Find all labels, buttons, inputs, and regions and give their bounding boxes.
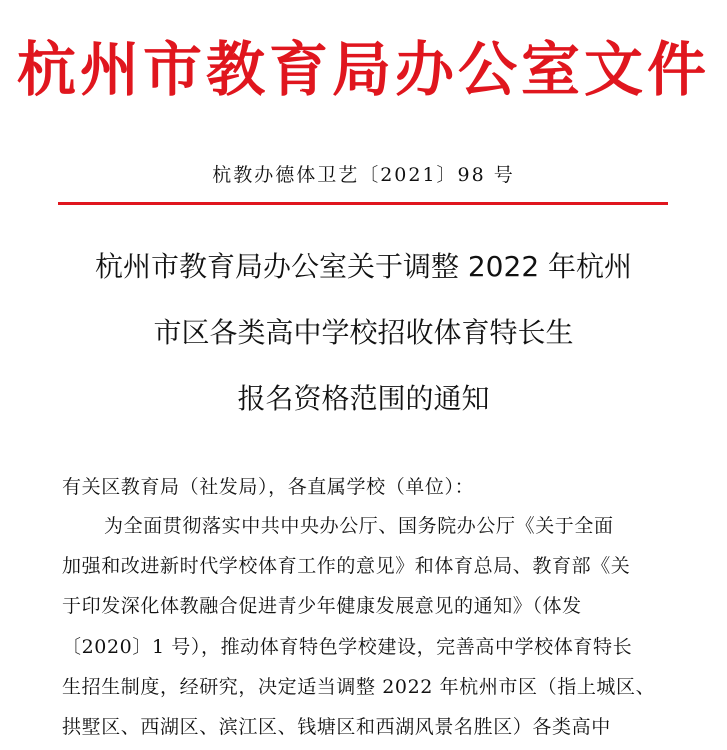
notice-title-line-1: 杭州市教育局办公室关于调整 2022 年杭州: [94, 250, 633, 283]
document-header-title: 杭州市教育局办公室文件: [16, 35, 710, 104]
red-divider-line: [58, 202, 668, 205]
body-line-2: 加强和改进新时代学校体育工作的意见》和体育总局、教育部《关: [62, 555, 631, 577]
body-line-3: 于印发深化体教融合促进青少年健康发展意见的通知》（体发: [62, 595, 582, 617]
body-line-4: 〔2020〕1 号），推动体育特色学校建设，完善高中学校体育特长: [62, 636, 633, 658]
notice-title-line-3: 报名资格范围的通知: [237, 382, 490, 415]
document-number: 杭教办德体卫艺〔2021〕98 号: [212, 164, 515, 186]
body-line-5: 生招生制度，经研究，决定适当调整 2022 年杭州市区（指上城区、: [62, 676, 656, 698]
notice-title-line-2: 市区各类高中学校招收体育特长生: [153, 316, 574, 349]
body-line-6: 拱墅区、西湖区、滨江区、钱塘区和西湖风景名胜区）各类高中: [62, 716, 611, 738]
salutation: 有关区教育局（社发局），各直属学校（单位）：: [62, 476, 475, 498]
body-line-1: 为全面贯彻落实中共中央办公厅、国务院办公厅《关于全面: [104, 515, 614, 537]
